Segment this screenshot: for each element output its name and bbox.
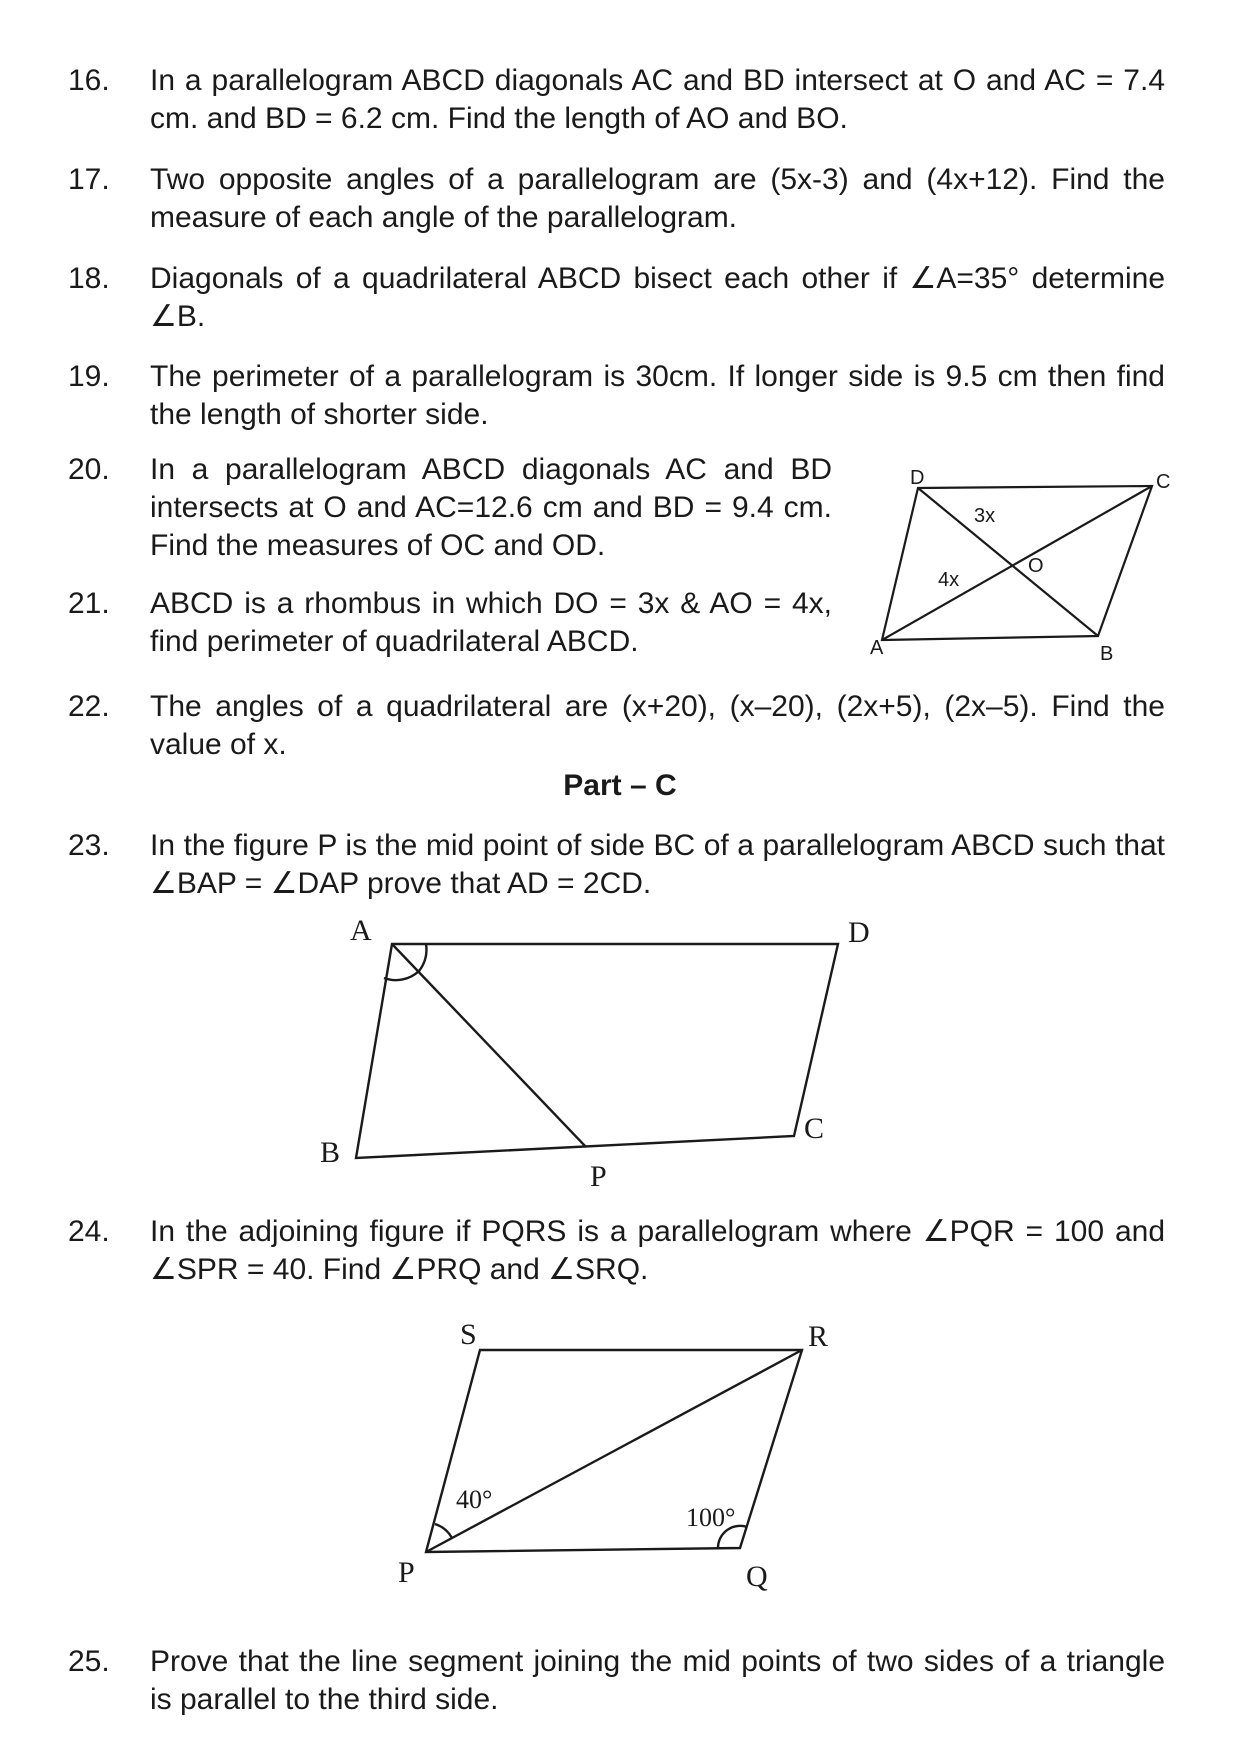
label-a: A <box>870 637 884 659</box>
angle-arc-p <box>435 1524 452 1538</box>
label-4x: 4x <box>938 569 960 591</box>
label-d: D <box>910 467 925 489</box>
question-number: 19. <box>68 360 110 393</box>
label-b: B <box>320 1136 341 1169</box>
label-c: C <box>804 1112 825 1145</box>
label-c: C <box>1156 471 1171 493</box>
label-d: D <box>848 916 870 949</box>
segment-ap <box>392 944 586 1147</box>
label-q: Q <box>746 1560 768 1593</box>
parallelogram-abcd-figure <box>320 914 880 1210</box>
question-text: The perimeter of a parallelogram is 30cm. If longer side is 9.5 cm then find the length of shorter side. <box>150 360 1165 431</box>
question-text: Prove that the line segment joining the mid points of two sides of a triangle is parallel to the third side. <box>150 1645 1165 1716</box>
parallelogram-pqrs-figure <box>390 1320 830 1610</box>
label-b: B <box>1100 643 1114 665</box>
angle-arc-bap <box>384 971 419 980</box>
label-p: P <box>398 1556 415 1589</box>
question-text: The angles of a quadrilateral are (x+20), (x–20), (2x+5), (2x–5). Find the value of x. <box>150 690 1165 761</box>
label-o: O <box>1028 555 1044 577</box>
question-number: 24. <box>68 1215 110 1248</box>
question-text: Diagonals of a quadrilateral ABCD bisect each other if ∠A=35° determine ∠B. <box>150 262 1165 333</box>
angle-label-100: 100° <box>686 1503 736 1532</box>
question-text: In the adjoining figure if PQRS is a parallelogram where ∠PQR = 100 and ∠SPR = 40. Find ∠PRQ and ∠SRQ. <box>150 1215 1165 1286</box>
label-a: A <box>350 914 372 947</box>
label-r: R <box>808 1320 829 1353</box>
label-s: S <box>460 1318 477 1351</box>
question-number: 18. <box>68 262 110 295</box>
question-number: 21. <box>68 587 110 620</box>
angle-label-40: 40° <box>456 1485 493 1514</box>
question-number: 16. <box>68 64 110 97</box>
question-number: 23. <box>68 829 110 862</box>
question-text: Two opposite angles of a parallelogram are (5x-3) and (4x+12). Find the measure of each angle of the parallelogram. <box>150 163 1165 234</box>
parallelogram-outline <box>356 944 838 1158</box>
rhombus-figure <box>870 460 1190 665</box>
label-3x: 3x <box>974 505 996 527</box>
question-number: 17. <box>68 163 110 196</box>
question-number: 20. <box>68 453 110 486</box>
diagonal-ac <box>882 486 1152 640</box>
question-text: ABCD is a rhombus in which DO = 3x & AO = 4x, find perimeter of quadrilateral ABCD. <box>150 587 832 658</box>
question-text: In a parallelogram ABCD diagonals AC and BD intersect at O and AC = 7.4 cm. and BD = 6.2 cm. Find the length of AO and BO. <box>150 64 1165 135</box>
question-text: In the figure P is the mid point of side BC of a parallelogram ABCD such that ∠BAP = ∠DAP prove that AD = 2CD. <box>150 829 1165 900</box>
question-text: In a parallelogram ABCD diagonals AC and BD intersects at O and AC=12.6 cm and BD = 9.4 cm. Find the measures of OC and OD. <box>150 453 832 562</box>
question-number: 25. <box>68 1645 110 1678</box>
diagonal-bd <box>918 488 1098 636</box>
part-c-heading: Part – C <box>563 769 677 802</box>
angle-arc-dap <box>419 944 426 971</box>
diagonal-pr <box>426 1350 802 1552</box>
label-p: P <box>590 1160 607 1193</box>
question-number: 22. <box>68 690 110 723</box>
